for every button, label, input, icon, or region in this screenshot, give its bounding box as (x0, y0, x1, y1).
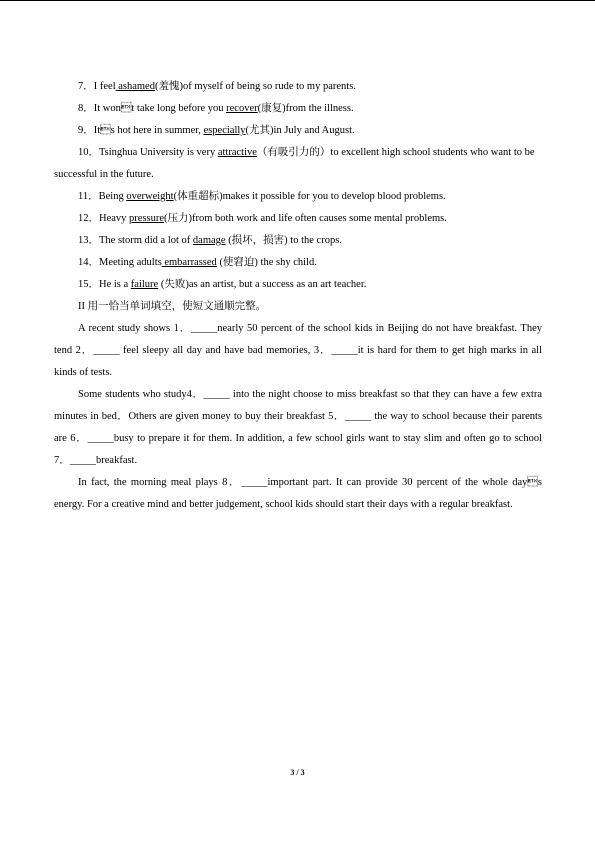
sentence-number: 13． (78, 235, 99, 246)
sentence-text: He is a (99, 279, 131, 290)
sentence-text: （有吸引力的）to excellent high school students who want to be successful in the future. (54, 147, 535, 180)
sentence-text: (体重超标)makes it possible for you to develop blood problems. (173, 191, 446, 202)
document-body (54, 76, 542, 516)
passage-paragraph-2: Some students who study4．_____ into the night choose to miss breakfast so that they can have a few extra minutes in bed．Others are given money to buy their breakfast 5．_____ the way to school because their parents are 6．_____busy to prepare it for them. In addition, a few school girls want to stay slim and often go to school 7．_____breakfast. (54, 389, 542, 466)
answer-word: damage (192, 235, 226, 246)
sentence-9 (54, 120, 542, 142)
sentence-11 (54, 186, 542, 208)
top-rule (0, 0, 595, 1)
sentence-text: It wont take long before you (93, 103, 227, 114)
sentence-15 (54, 274, 542, 296)
answer-word: ashamed (115, 81, 155, 92)
sentence-number: 10． (78, 147, 99, 158)
sentence-number: 14． (78, 257, 99, 268)
sentence-13 (54, 230, 542, 252)
sentence-text: (使窘迫) the shy child. (216, 257, 317, 268)
answer-word: pressure (129, 213, 165, 224)
sentence-text: Its hot here in summer, (93, 125, 204, 136)
sentence-text: Heavy (99, 213, 130, 224)
sentence-number: 7． (78, 81, 94, 92)
answer-word: failure (130, 279, 159, 290)
sentence-text: (羞愧)of myself of being so rude to my parents. (154, 81, 356, 92)
sentence-text: (损坏，损害) to the crops. (225, 235, 342, 246)
sentence-10 (54, 142, 542, 186)
page-number: 3 / 3 (290, 768, 305, 777)
sentence-text: I feel (93, 81, 116, 92)
answer-word: recover (226, 103, 258, 114)
sentence-text: (康复)from the illness. (257, 103, 354, 114)
sentence-text: Meeting adults (99, 257, 162, 268)
sentence-number: 12． (78, 213, 99, 224)
sentence-14 (54, 252, 542, 274)
sentence-number: 8． (78, 103, 94, 114)
passage-paragraph-1: A recent study shows 1．_____nearly 50 percent of the school kids in Beijing do not have breakfast. They tend 2．_____ feel sleepy all day and have bad memories, 3．_____it is hard for them to get high marks in all kinds of tests. (54, 323, 542, 378)
sentence-number: 15． (78, 279, 99, 290)
section-title: II 用一恰当单词填空，使短文通顺完整。 (78, 301, 267, 312)
sentence-text: The storm did a lot of (99, 235, 193, 246)
passage-paragraph-3: In fact, the morning meal plays 8．_____important part. It can provide 30 percent of the whole days energy. For a creative mind and better judgement, school kids should start their days with a regular breakfast. (54, 477, 542, 510)
answer-word: embarrassed (161, 257, 217, 268)
answer-word: especially (203, 125, 246, 136)
sentence-number: 9． (78, 125, 94, 136)
sentence-text: (失败)as an artist, but a success as an art teacher. (158, 279, 367, 290)
sentence-text: (压力)from both work and life often causes some mental problems. (164, 213, 447, 224)
sentence-text: Tsinghua University is very (99, 147, 218, 158)
sentence-text: Being (98, 191, 127, 202)
answer-word: overweight (126, 191, 174, 202)
sentence-8 (54, 98, 542, 120)
sentence-text: (尤其)in July and August. (245, 125, 355, 136)
sentence-12 (54, 208, 542, 230)
sentence-number: 11． (78, 191, 99, 202)
answer-word: attractive (217, 147, 257, 158)
sentence-7 (54, 76, 542, 98)
